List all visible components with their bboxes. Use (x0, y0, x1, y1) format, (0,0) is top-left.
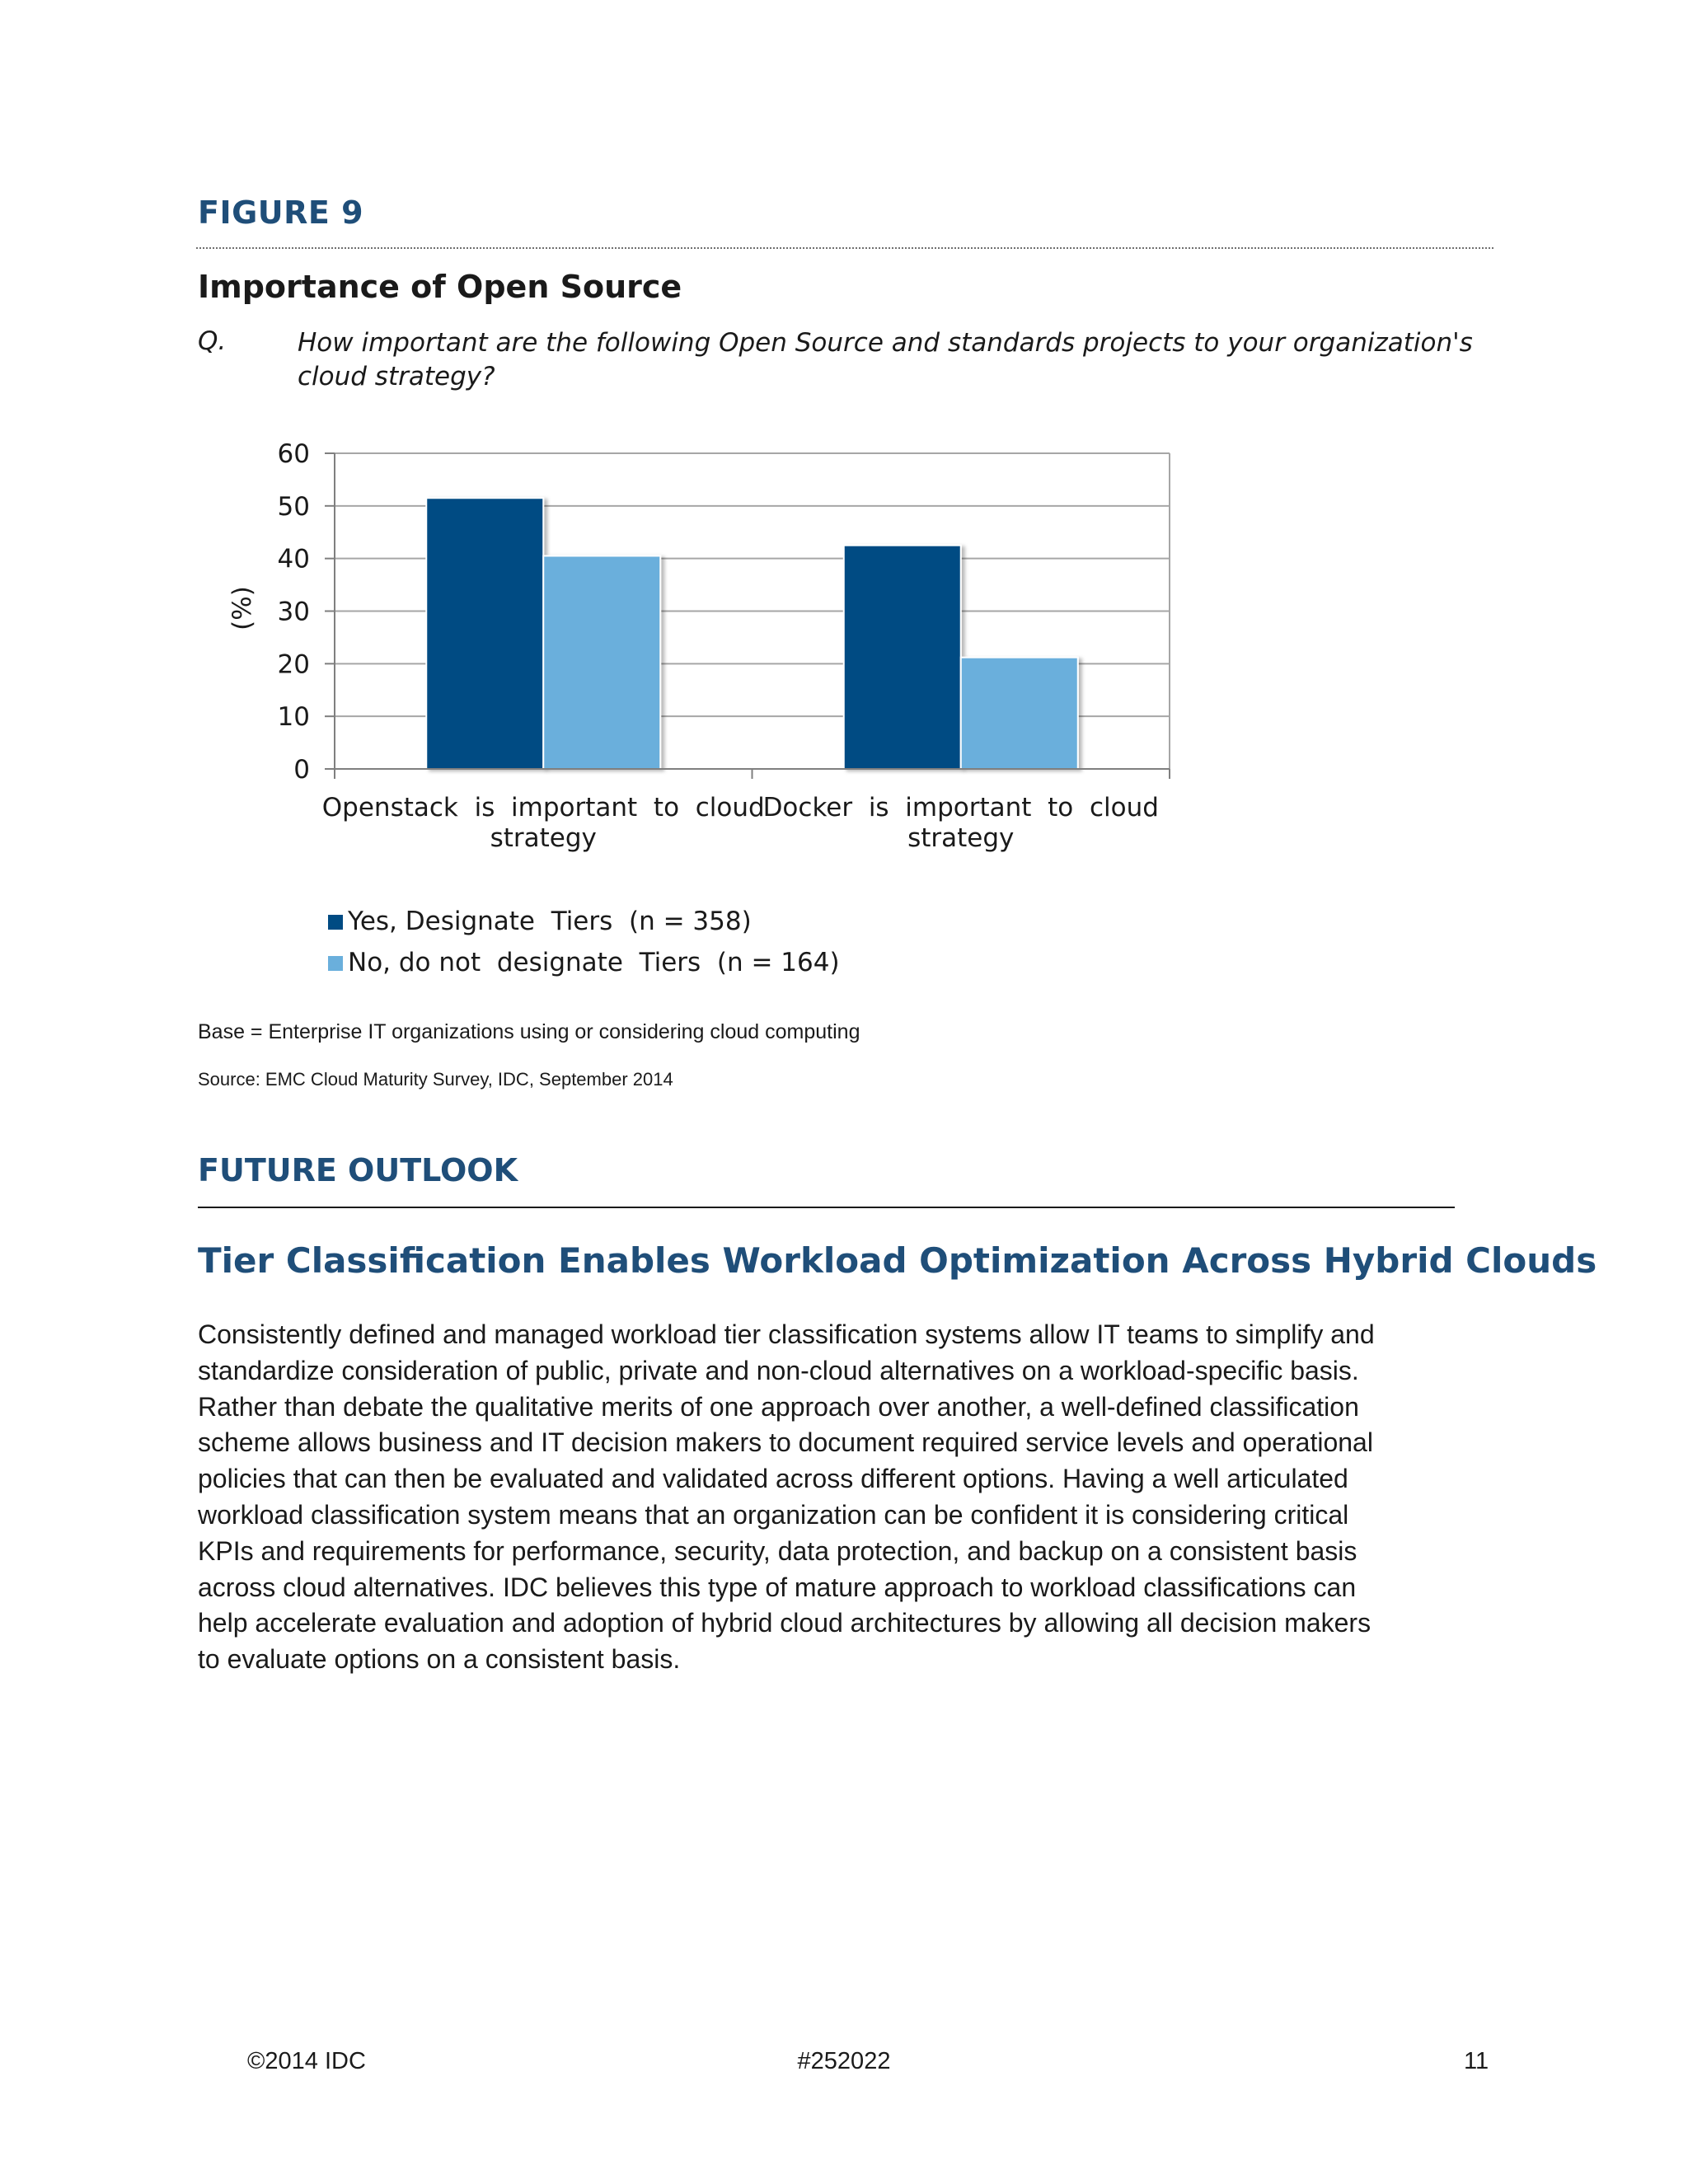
section-divider (198, 1207, 1455, 1208)
footer-copyright: ©2014 IDC (247, 2048, 366, 2074)
legend-item-yes (328, 907, 752, 936)
y-tick-label: 10 (277, 702, 310, 733)
body-line: across cloud alternatives. IDC believes this type of mature approach to workload classifications can (198, 1572, 1357, 1602)
chart-labels (227, 439, 1159, 853)
chart-bars (426, 498, 1078, 769)
y-tick-label: 40 (277, 544, 310, 574)
source-note: Source: EMC Cloud Maturity Survey, IDC, September 2014 (198, 1069, 673, 1090)
body-line: help accelerate evaluation and adoption of hybrid cloud architectures by allowing all decision makers (198, 1608, 1372, 1638)
y-axis-label: (%) (227, 586, 257, 630)
body-line: scheme allows business and IT decision makers to document required service levels and operational (198, 1427, 1373, 1458)
body-line: to evaluate options on a consistent basis. (198, 1644, 681, 1675)
footer-doc-number: #252022 (797, 2048, 891, 2074)
body-line: KPIs and requirements for performance, security, data protection, and backup on a consistent basis (198, 1535, 1357, 1566)
footer-page-number: 11 (1464, 2048, 1489, 2074)
body-line: workload classification system means that an organization can be confident it is considering critical (198, 1499, 1349, 1530)
bar (961, 658, 1078, 769)
legend-item-no (328, 948, 840, 977)
x-category-label: Docker is important to cloud (762, 793, 1159, 823)
y-tick-label: 20 (277, 649, 310, 680)
bar (844, 546, 961, 769)
legend-swatch-no (328, 956, 343, 971)
y-tick-label: 60 (277, 439, 310, 469)
body-line: policies that can then be evaluated and validated across different options. Having a well articulated (198, 1464, 1348, 1494)
sub-heading: Tier Classification Enables Workload Optimization Across Hybrid Clouds (198, 1240, 1597, 1281)
question-prefix: Q. (198, 326, 227, 356)
bar (543, 555, 660, 769)
body-line: standardize consideration of public, private and non-cloud alternatives on a workload-specific basis. (198, 1355, 1359, 1385)
figure-title: Importance of Open Source (198, 269, 682, 305)
legend-swatch-yes (328, 915, 343, 930)
section-heading: FUTURE OUTLOOK (198, 1152, 518, 1188)
body-line: Rather than debate the qualitative merits of one approach over another, a well-defined classification (198, 1391, 1359, 1422)
x-category-label: Openstack is important to cloud (321, 793, 765, 823)
x-category-label: strategy (490, 823, 597, 853)
bar (426, 498, 543, 769)
figure-label: FIGURE 9 (198, 194, 364, 231)
bar-chart (0, 0, 1688, 1005)
legend-label-no: No, do not designate Tiers (n = 164) (348, 948, 840, 977)
y-tick-label: 0 (293, 755, 310, 785)
body-line: Consistently defined and managed workload tier classification systems allow IT teams to simplify and (198, 1319, 1375, 1349)
legend-label-yes: Yes, Designate Tiers (n = 358) (348, 907, 752, 936)
y-tick-label: 30 (277, 597, 310, 627)
question-text: How important are the following Open Source and standards projects to your organization's cloud strategy? (298, 328, 1473, 391)
y-tick-label: 50 (277, 491, 310, 522)
x-category-label: strategy (907, 823, 1015, 853)
base-note: Base = Enterprise IT organizations using or considering cloud computing (198, 1020, 860, 1043)
body-paragraph (198, 1317, 1459, 1678)
